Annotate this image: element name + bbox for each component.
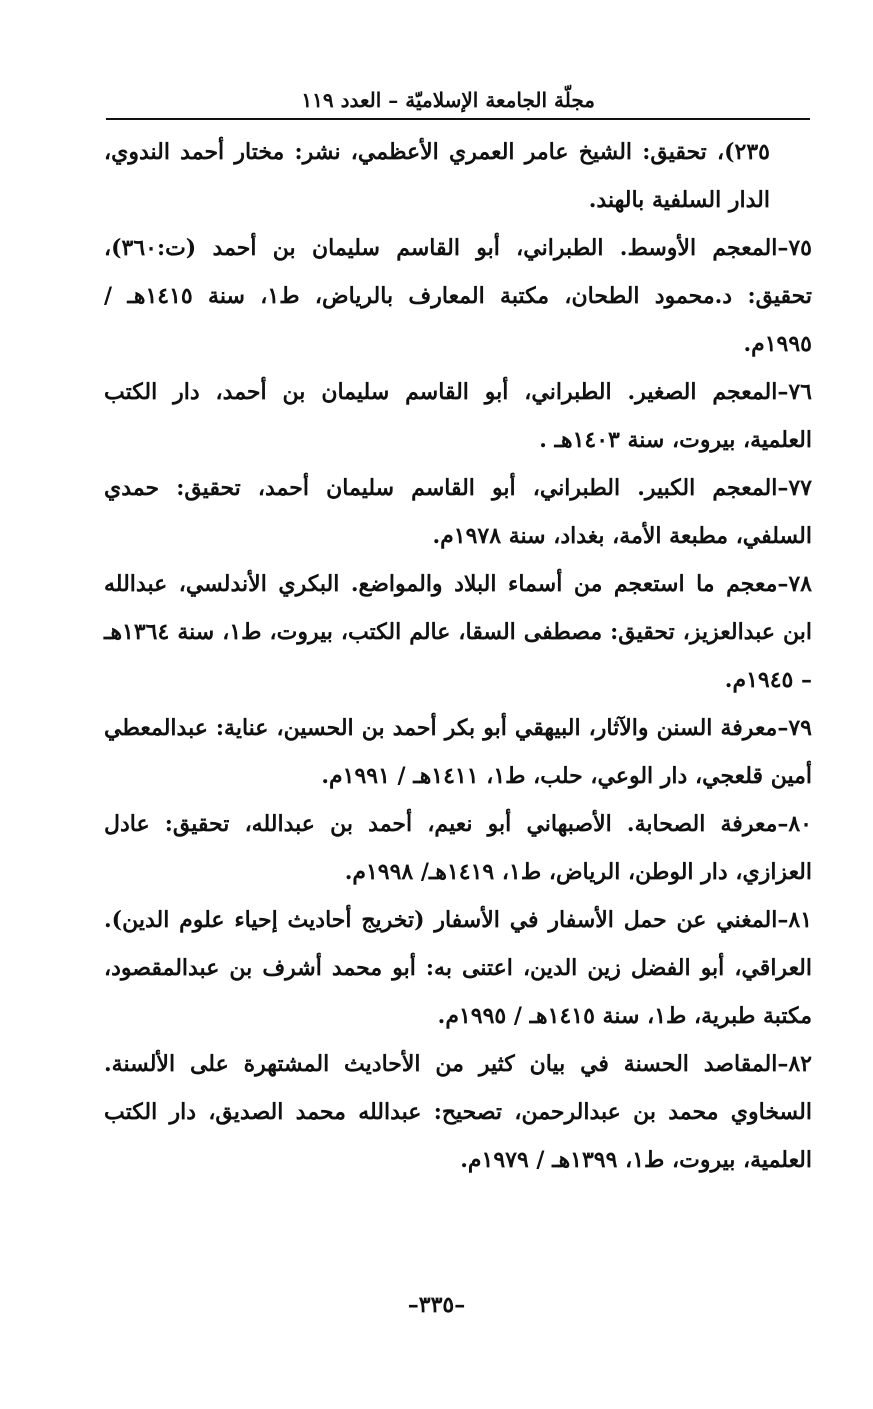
entry-number: ٧٨–: [777, 571, 812, 597]
page-number: –٣٣٥–: [407, 1292, 466, 1318]
page-header: [106, 84, 810, 124]
bibliography-entry-77: [104, 464, 812, 560]
entry-text: المعجم الأوسط. الطبراني، أبو القاسم سليمان بن أحمد (ت:٣٦٠)، تحقيق: د.محمود الطحان، مكتبة المعارف بالرياض، ط١، سنة ١٤١٥هـ / ١٩٩٥م.: [104, 235, 813, 357]
bibliography-list: [104, 128, 812, 1184]
bibliography-entry-81: [104, 896, 812, 1040]
entry-text: معرفة الصحابة. الأصبهاني أبو نعيم، أحمد بن عبدالله، تحقيق: عادل العزازي، دار الوطن، الرياض، ط١، ١٤١٩هـ/ ١٩٩٨م.: [104, 811, 812, 885]
entry-number: ٧٩–: [777, 715, 812, 741]
bibliography-entry-80: [104, 800, 812, 896]
entry-text: المقاصد الحسنة في بيان كثير من الأحاديث المشتهرة على الألسنة. السخاوي محمد بن عبدالرحمن، تصحيح: عبدالله محمد الصديق، دار الكتب العلمية، بيروت، ط١، ١٣٩٩هـ / ١٩٧٩م.: [104, 1051, 812, 1173]
entry-number: ٧٥–: [777, 235, 812, 261]
bibliography-entry-82: [104, 1040, 812, 1184]
entry-text: المعجم الصغير. الطبراني، أبو القاسم سليمان بن أحمد، دار الكتب العلمية، بيروت، سنة ١٤٠٣هـ .: [104, 379, 812, 453]
entry-number: ٧٦–: [777, 379, 812, 405]
bibliography-entry-76: [104, 368, 812, 464]
entry-text: معجم ما استعجم من أسماء البلاد والمواضع. البكري الأندلسي، عبدالله ابن عبدالعزيز، تحقيق: مصطفى السقا، عالم الكتب، بيروت، ط١، سنة ١٣٦٤هـ – ١٩٤٥م.: [104, 571, 812, 693]
bibliography-entry-continued: [104, 128, 812, 224]
header-rule: [106, 118, 810, 120]
entry-number: ٨١–: [777, 907, 813, 933]
bibliography-entry-78: [104, 560, 812, 704]
entry-number: ٨٢–: [777, 1051, 812, 1077]
entry-number: ٧٧–: [777, 475, 812, 501]
bibliography-entry-75: [104, 224, 812, 368]
journal-title: مجلّة الجامعة الإسلاميّة – العدد ١١٩: [301, 88, 595, 112]
entry-text: ٢٣٥)، تحقيق: الشيخ عامر العمري الأعظمي، نشر: مختار أحمد الندوي، الدار السلفية بالهند.: [104, 139, 770, 213]
entry-text: معرفة السنن والآثار، البيهقي أبو بكر أحمد بن الحسين، عناية: عبدالمعطي أمين قلعجي، دار الوعي، حلب، ط١، ١٤١١هـ / ١٩٩١م.: [104, 715, 812, 789]
entry-text: المعجم الكبير. الطبراني، أبو القاسم سليمان أحمد، تحقيق: حمدي السلفي، مطبعة الأمة، بغداد، سنة ١٩٧٨م.: [104, 475, 812, 549]
bibliography-entry-79: [104, 704, 812, 800]
entry-number: ٨٠–: [777, 811, 812, 837]
entry-text: المغني عن حمل الأسفار في الأسفار (تخريج أحاديث إحياء علوم الدين). العراقي، أبو الفضل زين الدين، اعتنى به: أبو محمد أشرف بن عبدالمقصود، مكتبة طبرية، ط١، سنة ١٤١٥هـ / ١٩٩٥م.: [104, 907, 812, 1029]
